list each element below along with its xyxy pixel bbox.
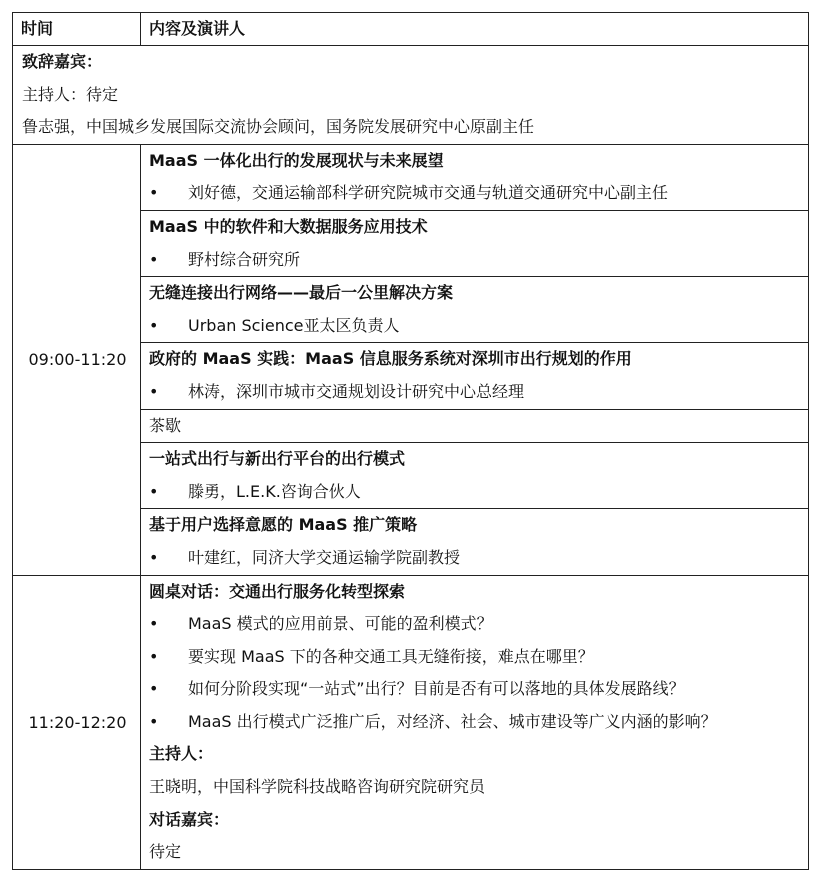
welcome-host: 主持人：待定 [22,84,119,104]
talk-speaker-text: Urban Science亚太区负责人 [188,315,400,335]
session1-time-cell [13,144,141,575]
session2-row [13,575,809,869]
session1-time: 09:00-11:20 [28,350,127,370]
talk-speaker-text: 野村综合研究所 [188,249,301,269]
bullet-icon: • [149,679,159,699]
table-header-row [13,13,809,46]
question-text: 要实现 MaaS 下的各种交通工具无缝衔接，难点在哪里？ [188,646,594,666]
talk-speaker-text: 叶建红，同济大学交通运输学院副教授 [188,547,461,567]
talk-speaker [141,376,808,409]
session1-talk-row [13,144,809,210]
bullet-icon: • [149,646,159,666]
question-text: MaaS 模式的应用前景、可能的盈利模式？ [188,614,493,634]
talk-speaker-text: 林涛，深圳市城市交通规划设计研究中心总经理 [188,381,525,401]
session2-time: 11:20-12:20 [28,712,127,732]
question-text: MaaS 出行模式广泛推广后，对经济、社会、城市建设等广义内涵的影响？ [188,711,717,731]
talk-speaker [141,177,808,210]
question-text: 如何分阶段实现“一站式”出行？目前是否有可以落地的具体发展路线？ [188,679,685,699]
roundtable-host-label: 主持人： [149,744,214,764]
talk-title: 政府的 MaaS 实践：MaaS 信息服务系统对深圳市出行规划的作用 [149,349,632,369]
tea-break: 茶歇 [149,415,182,435]
bullet-icon: • [149,547,159,567]
roundtable-question [141,673,808,706]
roundtable-question [141,641,808,674]
header-time: 时间 [21,19,54,38]
talk-speaker [141,310,808,343]
bullet-icon: • [149,614,159,634]
session2-time-cell [13,575,141,869]
talk-cell [141,509,809,575]
roundtable-question [141,706,808,739]
talk-speaker-text: 刘好德，交通运输部科学研究院城市交通与轨道交通研究中心副主任 [188,183,669,203]
bullet-icon: • [149,249,159,269]
bullet-icon: • [149,183,159,203]
talk-title: 基于用户选择意愿的 MaaS 推广策略 [149,515,418,535]
agenda-table [12,12,809,870]
bullet-icon: • [149,315,159,335]
welcome-guest: 鲁志强，中国城乡发展国际交流协会顾问，国务院发展研究中心原副主任 [22,117,535,137]
talk-speaker [141,476,808,509]
talk-cell [141,277,809,343]
talk-title: MaaS 一体化出行的发展现状与未来展望 [149,150,444,170]
bullet-icon: • [149,711,159,731]
talk-title: 无缝连接出行网络——最后一公里解决方案 [149,283,454,303]
welcome-cell [13,46,809,145]
talk-speaker [141,542,808,575]
talk-cell [141,443,809,509]
header-content: 内容及演讲人 [149,19,246,38]
talk-speaker-text: 滕勇，L.E.K.咨询合伙人 [188,481,361,501]
bullet-icon: • [149,381,159,401]
bullet-icon: • [149,481,159,501]
header-time-cell [13,13,141,46]
welcome-title: 致辞嘉宾： [22,52,103,71]
roundtable-guests: 待定 [149,842,182,862]
talk-title: MaaS 中的软件和大数据服务应用技术 [149,216,428,236]
break-cell [141,409,809,443]
roundtable-title: 圆桌对话：交通出行服务化转型探索 [149,581,406,601]
talk-speaker [141,244,808,277]
talk-cell [141,210,809,276]
roundtable-cell [141,575,809,869]
talk-title: 一站式出行与新出行平台的出行模式 [149,449,406,469]
roundtable-host: 王晓明，中国科学院科技战略咨询研究院研究员 [149,777,486,797]
header-content-cell [141,13,809,46]
roundtable-guests-label: 对话嘉宾： [149,809,230,829]
welcome-row [13,46,809,145]
roundtable-question [141,608,808,641]
talk-cell [141,343,809,409]
talk-cell [141,144,809,210]
